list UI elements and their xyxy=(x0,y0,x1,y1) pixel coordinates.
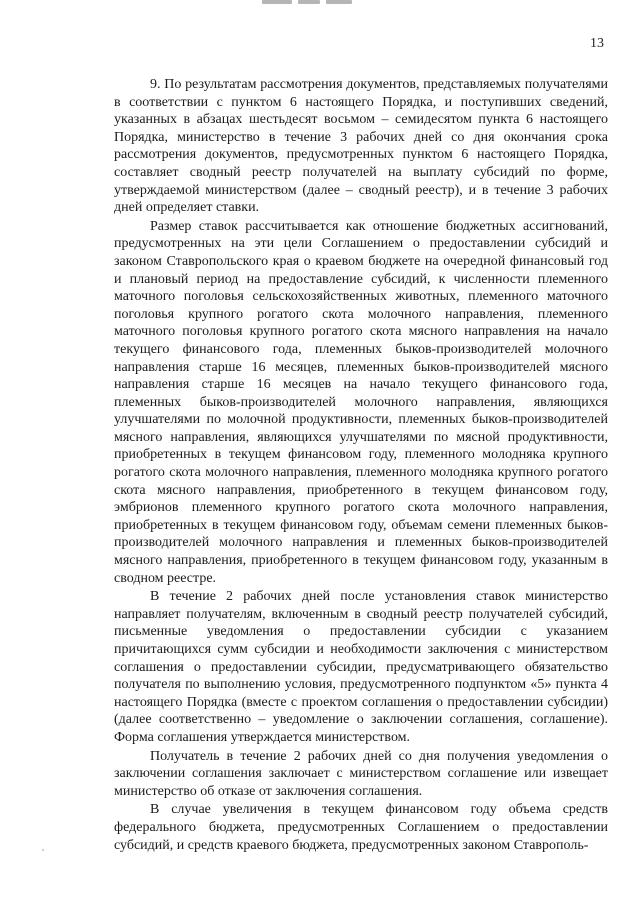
paragraph-rate-calculation: Размер ставок рассчитывается как отношение бюджетных ассигнований, предусмотренных на эти цели Соглашением о предоставлении субсидий и законом Ставропольского края о краевом бюджете на очередной финансовый год и плановый период на предоставление субсидий, к численности племенного маточного поголовья сельскохозяйственных животных, племенного маточного поголовья крупного рогатого скота молочного направления, племенного маточного поголовья крупного рогатого скота мясного направления на начало текущего финансового года, племенных быков-производителей молочного направления старше 16 месяцев, племенных быков-производителей мясного направления старше 16 месяцев на начало текущего финансового года, племенных быков-производителей молочного направления, являющихся улучшателями по молочной продуктивности, племенных быков-производителей мясного направления, являющихся улучшателями по мясной продуктивности, приобретенных в текущем финансовом году, племенного молодняка крупного рогатого скота молочного направления, племенного молодняка крупного рогатого скота мясного направления, приобретенного в текущем финансовом году, эмбрионов племенного крупного рогатого скота молочного направления, приобретенных в текущем финансовом году, объемам семени племенных быков-производителей молочного направления и племенных быков-производителей мясного направления, приобретенного в текущем финансовом году, указанным в сводном реестре. xyxy=(114,218,608,586)
page-number: 13 xyxy=(590,36,604,51)
paragraph-item-9: 9. По результатам рассмотрения документов, представляемых получателями в соответствии с пунктом 6 настоящего Порядка, и поступивших сведений, указанных в абзацах шестьдесят восьмом – семидесятом пункта 6 настоящего Порядка, министерство в течение 3 рабочих дней со дня окончания срока рассмотрения документов, предусмотренных пунктом 6 настоящего Порядка, составляет сводный реестр получателей на выплату субсидий по форме, утверждаемой министерством (далее – сводный реестр), и в течение 3 рабочих дней определяет ставки. xyxy=(114,77,608,216)
scan-artifact xyxy=(42,849,44,851)
paragraph-agreement-response: Получатель в течение 2 рабочих дней со дня получения уведомления о заключении соглашения заключает с министерством соглашение или извещает министерство об отказе от заключения соглашения. xyxy=(114,748,608,799)
scan-header-mark xyxy=(262,0,354,6)
paragraph-notification: В течение 2 рабочих дней после установления ставок министерство направляет получателям, включенным в сводный реестр получателей субсидий, письменные уведомления о предоставлении субсидии с указанием причитающихся сумм субсидии и необходимости заключения с министерством соглашения о предоставлении субсидии, предусматривающего обязательство получателя по выполнению условия, предусмотренного подпунктом «5» пункта 4 настоящего Порядка (вместе с проектом соглашения о предоставлении субсидии) (далее соответственно – уведомление о заключении соглашения, соглашение). Форма соглашения утверждается министерством. xyxy=(114,589,608,745)
document-body xyxy=(114,76,608,854)
paragraph-budget-increase: В случае увеличения в текущем финансовом году объема средств федерального бюджета, предусмотренных Соглашением о предоставлении субсидий, и средств краевого бюджета, предусмотренных законом Ставрополь- xyxy=(114,802,608,853)
